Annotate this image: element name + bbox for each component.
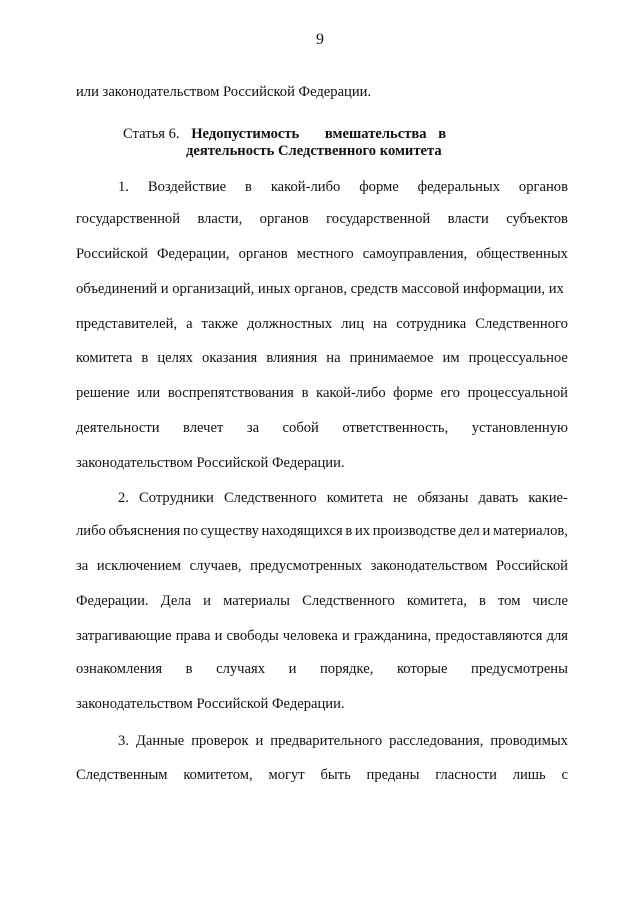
word: представителей, <box>76 316 178 332</box>
word: гражданина, <box>353 628 432 644</box>
word: преданы <box>366 767 420 783</box>
paragraph1-line <box>76 419 568 437</box>
word: могут <box>268 767 305 783</box>
word: порядке, <box>319 661 374 677</box>
word: установленную <box>471 420 568 436</box>
word: права <box>175 628 211 644</box>
word: гласности <box>435 767 497 783</box>
word: затрагивающие <box>76 628 172 644</box>
word: в <box>245 179 252 195</box>
word: его <box>440 385 460 401</box>
word: ответственность, <box>342 420 449 436</box>
word: должностных <box>247 316 333 332</box>
word: на <box>326 350 341 366</box>
word: числе <box>532 593 568 609</box>
word: власти, <box>197 211 243 227</box>
word: Данные <box>135 733 185 749</box>
article-title-word: в <box>438 126 447 142</box>
word: человека <box>282 628 338 644</box>
word: какой-либо <box>316 385 386 401</box>
word: Воздействие <box>147 179 227 195</box>
word: по <box>182 523 198 539</box>
word: предусмотренных <box>250 558 363 574</box>
article-title-line2: деятельность Следственного комитета <box>186 143 442 159</box>
word: материалов, <box>492 523 568 539</box>
paragraph2-line: законодательством Российской Федерации. <box>76 696 345 712</box>
word: воспрепятствования <box>167 385 294 401</box>
word: им <box>442 350 460 366</box>
word: в <box>301 385 309 401</box>
article-heading-line1 <box>123 125 446 143</box>
word: с <box>561 767 568 783</box>
word: для <box>546 628 568 644</box>
word: лишь <box>512 767 546 783</box>
word: Следственного <box>302 593 395 609</box>
word: оказания <box>202 350 258 366</box>
word: материалы <box>223 593 290 609</box>
word: Следственным <box>76 767 168 783</box>
paragraph2-line <box>76 522 568 540</box>
paragraph1-line <box>76 210 568 228</box>
paragraph3-line <box>76 766 568 784</box>
word: исключением <box>96 558 181 574</box>
word: в <box>185 661 193 677</box>
word: давать <box>478 490 519 506</box>
paragraph1-line <box>76 315 568 333</box>
word: обязаны <box>417 490 469 506</box>
word: дел <box>458 523 480 539</box>
word: комитета <box>326 490 384 506</box>
word: органов <box>518 179 568 195</box>
word: в <box>478 593 486 609</box>
word: или <box>137 385 161 401</box>
word: существу <box>200 523 259 539</box>
word: и <box>214 628 223 644</box>
word: в <box>141 350 149 366</box>
word: принимаемое <box>349 350 434 366</box>
word: влечет <box>183 420 224 436</box>
paragraph3-line <box>118 732 568 750</box>
word: форме <box>359 179 399 195</box>
word: Следственного <box>223 490 317 506</box>
word: комитета, <box>406 593 467 609</box>
word: Сотрудники <box>139 490 214 506</box>
word: проверок <box>191 733 249 749</box>
word: за <box>246 420 260 436</box>
paragraph2-line <box>118 489 568 507</box>
word: либо <box>76 523 106 539</box>
word: их <box>354 523 371 539</box>
word: государственной <box>326 211 431 227</box>
word: предварительного <box>270 733 383 749</box>
word: предусмотрены <box>471 661 568 677</box>
word: случаях <box>216 661 265 677</box>
word: комитетом, <box>183 767 253 783</box>
article-title-word: вмешательства <box>324 126 427 142</box>
article-label: Статья 6. <box>123 126 180 142</box>
word: Федерации, <box>156 246 230 262</box>
word: процессуальное <box>468 350 568 366</box>
word: власти <box>447 211 489 227</box>
word: предоставляются <box>435 628 543 644</box>
word: самоуправления, <box>362 246 468 262</box>
word: быть <box>320 767 351 783</box>
word: за <box>76 558 89 574</box>
word: которые <box>396 661 448 677</box>
word: Следственного <box>475 316 568 332</box>
page-number: 9 <box>316 31 324 48</box>
word: местного <box>296 246 354 262</box>
word: Федерации. <box>76 593 149 609</box>
article-title-word: Недопустимость <box>191 126 300 142</box>
word: также <box>201 316 239 332</box>
paragraph2-line <box>76 660 568 678</box>
paragraph1-line <box>76 384 568 402</box>
word: государственной <box>76 211 181 227</box>
word: сотрудника <box>396 316 467 332</box>
word: лиц <box>341 316 365 332</box>
word: ознакомления <box>76 661 163 677</box>
word: Дела <box>160 593 192 609</box>
word: процессуальной <box>467 385 568 401</box>
word: случаев, <box>189 558 242 574</box>
word: влияния <box>266 350 318 366</box>
paragraph1-line <box>76 245 568 263</box>
word: а <box>186 316 193 332</box>
paragraph1-line: законодательством Российской Федерации. <box>76 455 345 471</box>
paragraph1-line <box>76 349 568 367</box>
paragraph1-line <box>118 178 568 196</box>
word: 3. <box>118 733 129 749</box>
word: какой-либо <box>270 179 341 195</box>
word: Российской <box>76 246 148 262</box>
word: органов <box>259 211 309 227</box>
word: решение <box>76 385 130 401</box>
word: федеральных <box>417 179 501 195</box>
word: и <box>255 733 264 749</box>
word: Российской <box>496 558 568 574</box>
word: 1. <box>118 179 129 195</box>
word: не <box>393 490 408 506</box>
word: проводимых <box>490 733 568 749</box>
word: свободы <box>226 628 279 644</box>
word: какие- <box>528 490 568 506</box>
word: законодательством <box>370 558 488 574</box>
word: комитета <box>76 350 133 366</box>
paragraph1-line: объединений и организаций, иных органов, средств массовой информации, их <box>76 281 564 297</box>
paragraph2-line <box>76 557 568 575</box>
word: и <box>288 661 297 677</box>
word: деятельности <box>76 420 160 436</box>
word: производстве <box>372 523 456 539</box>
word: на <box>372 316 388 332</box>
word: 2. <box>118 490 129 506</box>
paragraph2-line <box>76 592 568 610</box>
article-heading-line2 <box>186 142 442 160</box>
word: и <box>341 628 350 644</box>
word: субъектов <box>506 211 568 227</box>
word: целях <box>157 350 193 366</box>
word: и <box>482 523 491 539</box>
word: собой <box>282 420 319 436</box>
word: расследования, <box>389 733 484 749</box>
word: в <box>345 523 353 539</box>
word: форме <box>393 385 433 401</box>
word: общественных <box>476 246 568 262</box>
word: том <box>497 593 521 609</box>
intro-line: или законодательством Российской Федерации. <box>76 84 372 100</box>
word: и <box>203 593 211 609</box>
word: органов <box>238 246 288 262</box>
paragraph2-line <box>76 627 568 645</box>
word: находящихся <box>261 523 343 539</box>
word: объяснения <box>108 523 181 539</box>
